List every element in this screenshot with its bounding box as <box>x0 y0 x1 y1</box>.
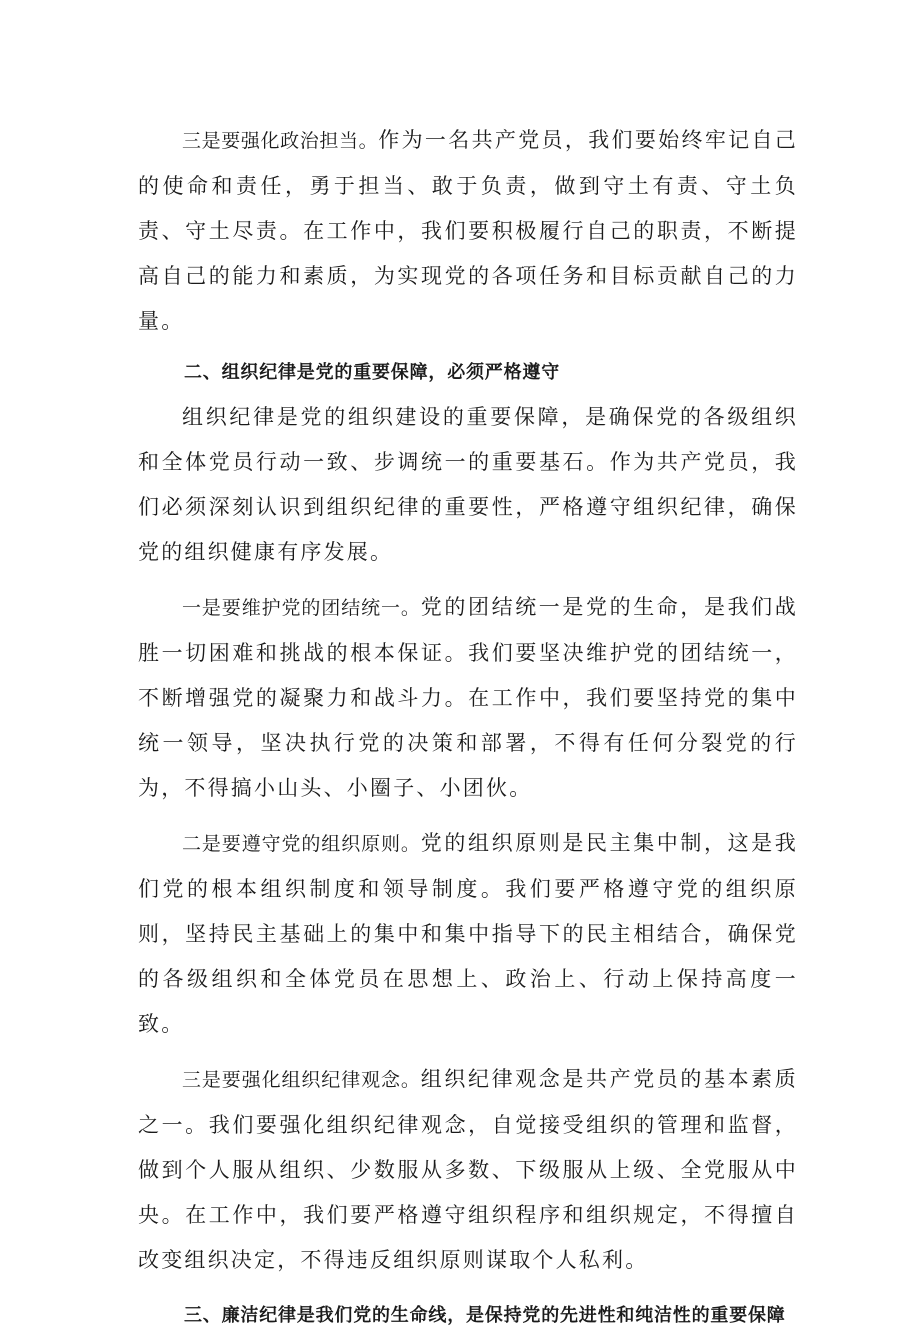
paragraph-lead: 一是要维护党的团结统一。 <box>182 597 421 619</box>
paragraph-political-responsibility <box>138 118 798 344</box>
section-heading-organizational-discipline: 二、组织纪律是党的重要保障，必须严格遵守 <box>184 362 560 383</box>
paragraph-text: 党的组织原则是民主集中制，这是我们党的根本组织制度和领导制度。我们要严格遵守党的组织原则，坚持民主基础上的集中和集中指导下的民主相结合，确保党的各级组织和全体党员在思想上、政治上、行动上保持高度一致。 <box>138 831 798 1036</box>
section-intro-paragraph: 组织纪律是党的组织建设的重要保障，是确保党的各级组织和全体党员行动一致、步调统一的重要基石。作为共产党员，我们必须深刻认识到组织纪律的重要性，严格遵守组织纪律，确保党的组织健康有序发展。 <box>138 405 798 564</box>
paragraph-lead: 二是要遵守党的组织原则。 <box>182 833 421 855</box>
paragraph-lead: 三是要强化组织纪律观念。 <box>182 1069 421 1091</box>
paragraph-unity <box>138 585 798 811</box>
paragraph-text: 作为一名共产党员，我们要始终牢记自己的使命和责任，勇于担当、敢于负责，做到守土有责、守土负责、守土尽责。在工作中，我们要积极履行自己的职责，不断提高自己的能力和素质，为实现党的各项任务和目标贡献自己的力量。 <box>138 128 798 333</box>
section-heading-integrity-discipline: 三、廉洁纪律是我们党的生命线，是保持党的先进性和纯洁性的重要保障 <box>184 1305 786 1326</box>
paragraph-text: 党的团结统一是党的生命，是我们战胜一切困难和挑战的根本保证。我们要坚决维护党的团结统一，不断增强党的凝聚力和战斗力。在工作中，我们要坚持党的集中统一领导，坚决执行党的决策和部署，不得有任何分裂党的行为，不得搞小山头、小圈子、小团伙。 <box>138 595 798 800</box>
document-page <box>138 118 798 1338</box>
paragraph-lead: 三是要强化政治担当。 <box>182 130 379 152</box>
paragraph-organizational-principle <box>138 821 798 1047</box>
paragraph-discipline-awareness <box>138 1057 798 1283</box>
paragraph-text: 组织纪律观念是共产党员的基本素质之一。我们要强化组织纪律观念，自觉接受组织的管理和监督，做到个人服从组织、少数服从多数、下级服从上级、全党服从中央。在工作中，我们要严格遵守组织程序和组织规定，不得擅自改变组织决定，不得违反组织原则谋取个人私利。 <box>138 1067 798 1272</box>
